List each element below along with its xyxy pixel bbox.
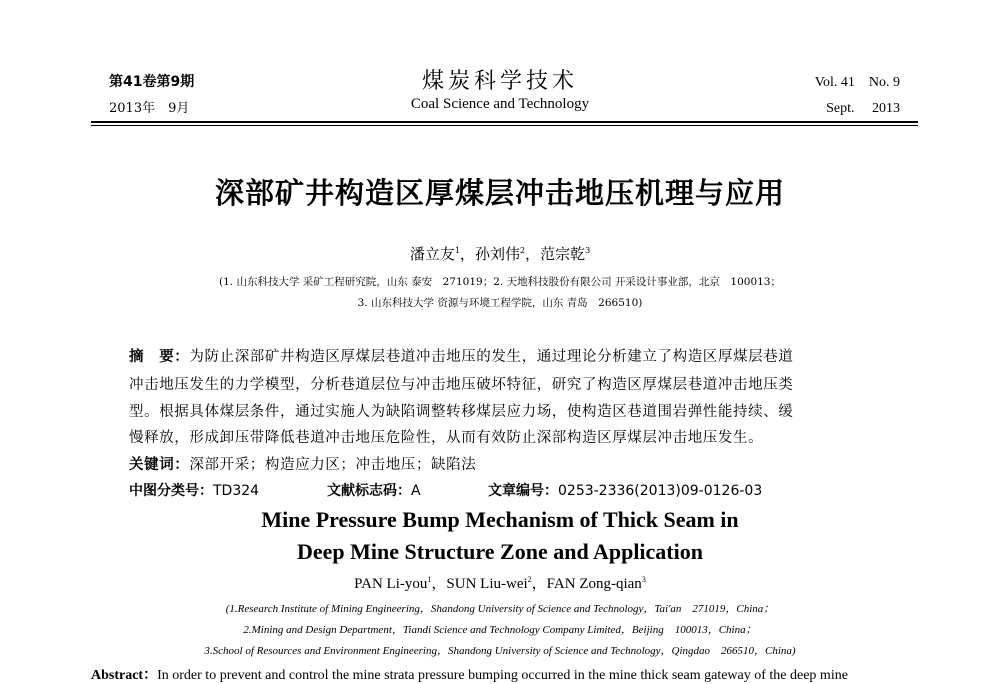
- abstract-cn-label: 摘 要：: [129, 349, 190, 365]
- document-code-label: 文献标志码：: [327, 483, 411, 499]
- date-en: Sept. 2013: [826, 101, 900, 116]
- paper-title-en-line-2: Deep Mine Structure Zone and Application: [296, 539, 703, 564]
- author-separator: ，: [459, 245, 475, 263]
- abstract-cn-line-3: 型。根据具体煤层条件，通过实施人为缺陷调整转移煤层应力场，使构造区巷道围岩弹性能持续、缓: [129, 404, 794, 420]
- clc-label: 中图分类号：: [129, 483, 213, 499]
- document-code-value: A: [411, 483, 421, 499]
- header-rule-thick: [91, 121, 918, 123]
- clc-number: [129, 480, 259, 500]
- authors-cn: [0, 243, 1000, 264]
- journal-name-en: Coal Science and Technology: [410, 96, 590, 112]
- affiliation-en-line-3: 3.School of Resources and Environment Engineering，Shandong University of Science and Technology，Qingdao 266510，China): [204, 645, 796, 657]
- document-code: [327, 480, 421, 500]
- author-1-affil-mark: 1: [454, 246, 460, 255]
- author-1-en-affil-mark: 1: [427, 575, 432, 584]
- keywords-cn-label: 关键词：: [129, 457, 190, 473]
- keywords-cn-text: 深部开采；构造应力区；冲击地压；缺陷法: [189, 457, 477, 473]
- abstract-cn-line-4: 慢释放，形成卸压带降低巷道冲击地压危险性，从而有效防止深部构造区厚煤层冲击地压发生。: [129, 430, 764, 446]
- abstract-en-text: In order to prevent and control the mine strata pressure bumping occurred in the mine thick seam gateway of the deep mine: [157, 668, 848, 683]
- article-number: [488, 480, 762, 500]
- affiliation-en-line-2: 2.Mining and Design Department，Tiandi Science and Technology Company Limited，Beijing 100013，China；: [243, 624, 757, 636]
- volume-issue-en: Vol. 41 No. 9: [814, 75, 900, 90]
- author-3-en-affil-mark: 3: [641, 575, 646, 584]
- clc-value: TD324: [213, 483, 260, 499]
- author-2-cn: 孙刘伟: [474, 245, 520, 263]
- author-2-en-affil-mark: 2: [527, 575, 532, 584]
- keywords-cn: [129, 453, 476, 474]
- abstract-cn-line-2: 冲击地压发生的力学模型，分析巷道层位与冲击地压破坏特征，研究了构造区厚煤层巷道冲击地压类: [129, 377, 794, 393]
- header-rule-thin: [91, 125, 918, 126]
- affiliation-cn-line-1: (1. 山东科技大学 采矿工程研究院，山东 泰安 271019；2. 天地科技股份有限公司 开采设计事业部，北京 100013；: [219, 276, 781, 288]
- author-separator-en: ，: [531, 576, 547, 592]
- article-number-value: 0253-2336(2013)09-0126-03: [558, 483, 763, 499]
- article-number-label: 文章编号：: [488, 483, 558, 499]
- abstract-en-label: Abstract：: [91, 668, 158, 683]
- author-1-cn: 潘立友: [409, 245, 455, 263]
- author-separator: ，: [525, 245, 541, 263]
- author-3-affil-mark: 3: [585, 246, 591, 255]
- paper-title-cn: 深部矿井构造区厚煤层冲击地压机理与应用: [214, 176, 785, 210]
- volume-issue-cn: 第41卷第9期: [109, 74, 195, 90]
- author-1-en: PAN Li-you: [354, 576, 428, 592]
- affiliation-cn-line-2: 3. 山东科技大学 资源与环境工程学院，山东 青岛 266510): [357, 297, 643, 309]
- author-2-en: SUN Liu-wei: [446, 576, 528, 592]
- paper-title-en-line-1: Mine Pressure Bump Mechanism of Thick Seam in: [261, 507, 739, 532]
- date-cn: 2013年 9月: [109, 101, 190, 116]
- journal-name-cn: 煤炭科学技术: [421, 69, 578, 94]
- author-2-affil-mark: 2: [519, 246, 526, 255]
- author-3-en: FAN Zong-qian: [546, 576, 642, 592]
- authors-en: [0, 572, 1000, 593]
- affiliation-en-line-1: (1.Research Institute of Mining Engineering，Shandong University of Science and Technology，Tai'an 271019，China；: [225, 603, 775, 615]
- abstract-en-line-1: [91, 664, 848, 684]
- abstract-cn-line-1: [129, 345, 793, 366]
- author-separator-en: ，: [431, 576, 447, 592]
- author-3-cn: 范宗乾: [540, 245, 586, 263]
- abstract-cn-text-1: 为防止深部矿井构造区厚煤层巷道冲击地压的发生，通过理论分析建立了构造区厚煤层巷道: [189, 349, 794, 365]
